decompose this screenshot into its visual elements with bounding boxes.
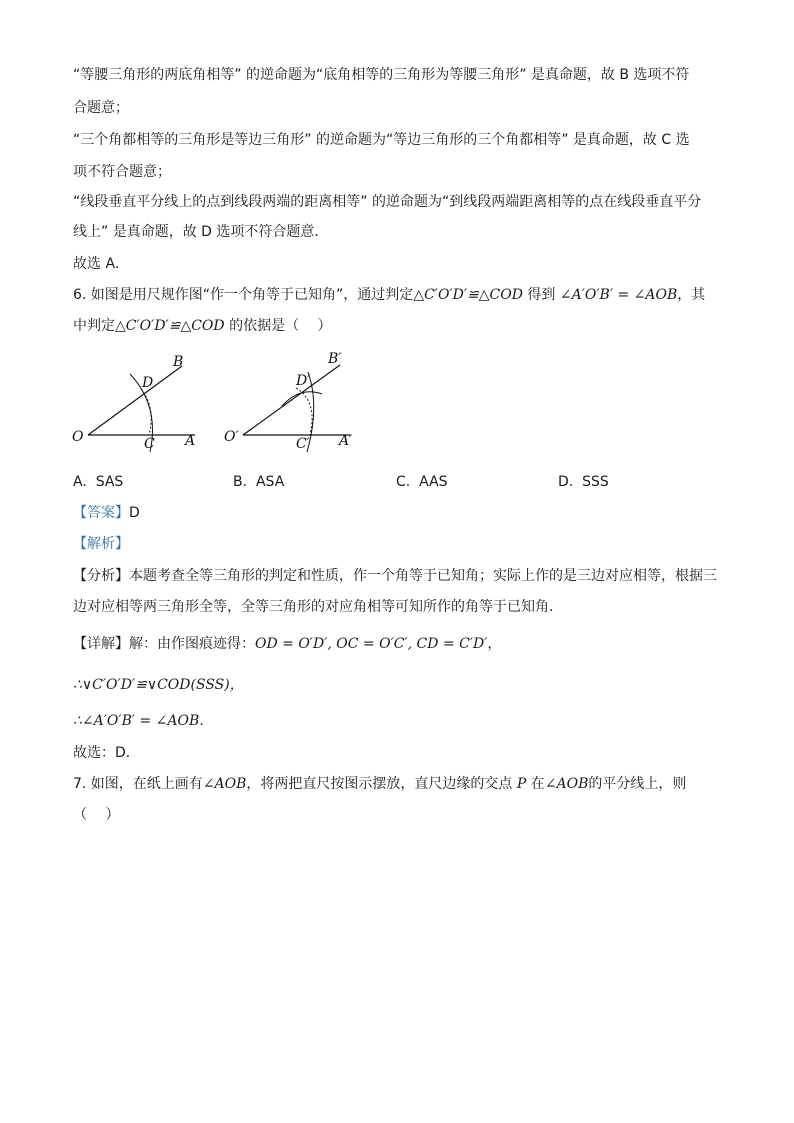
text-run: ，	[487, 636, 502, 652]
math-expression: ∠AOB	[202, 776, 247, 792]
text-run: 的平分线上，则	[588, 776, 687, 792]
option-label: B.	[233, 474, 248, 490]
text-run: 中判定	[73, 318, 115, 334]
fenxi-line-2: 边对应相等两三角形全等，全等三角形的对应角相等可知所作的角等于已知角．	[73, 599, 563, 615]
choice-conclusion: 故选：D．	[73, 745, 140, 761]
text-run: 的依据是（ ）	[224, 318, 332, 334]
math-expression: ∠AOB	[544, 776, 589, 792]
option-value: SSS	[582, 474, 609, 490]
label-B-prime: B′	[328, 351, 342, 367]
text-run: 7. 如图，在纸上画有	[73, 776, 203, 792]
option-label: A.	[73, 474, 87, 490]
paragraph-line: “三个角都相等的三角形是等边三角形” 的逆命题为“等边三角形的三个角都相等” 是真命题，故 C 选	[73, 132, 690, 148]
answer-value: D	[129, 505, 140, 521]
option-b	[233, 472, 284, 492]
answer-line	[73, 503, 733, 523]
text-run: 得到	[522, 287, 560, 303]
question-6-line-2	[73, 316, 733, 336]
label-A-prime: A′	[339, 433, 353, 449]
paragraph-line: 合题意；	[73, 100, 129, 116]
label-B: B	[173, 354, 184, 370]
answer-tag: 【答案】	[73, 505, 129, 521]
original-angle-figure	[72, 354, 195, 452]
label-D: D	[142, 375, 154, 391]
label-C-prime: C′	[296, 436, 310, 452]
question-7-line-2: （ ）	[73, 807, 120, 823]
math-expression: P	[516, 776, 527, 792]
option-value: SAS	[95, 474, 124, 490]
label-C: C	[144, 436, 155, 452]
math-expression: OD = O′D′, OC = O′C′, CD = C′D′	[255, 636, 488, 652]
option-c	[396, 472, 448, 492]
paragraph-line: 线上” 是真命题，故 D 选项不符合题意．	[73, 224, 329, 240]
option-label: C.	[396, 474, 411, 490]
paragraph-line: “线段垂直平分线上的点到线段两端的距离相等” 的逆命题为“到线段两端距离相等的点在线段垂直平分	[73, 194, 702, 210]
label-O: O	[72, 429, 84, 445]
proof-step-2: ∴∠A′O′B′ = ∠AOB．	[73, 713, 214, 729]
analysis-heading	[73, 534, 733, 554]
text-run: ，将两把直尺按图示摆放，直尺边缘的交点	[246, 776, 517, 792]
analysis-tag: 【解析】	[73, 536, 129, 552]
fenxi-line-1	[73, 566, 733, 586]
label-A: A	[185, 433, 196, 449]
xiangjie-line	[73, 634, 733, 654]
label-D-prime: D′	[296, 373, 311, 389]
fenxi-tag: 【分析】	[73, 568, 129, 584]
paragraph-line: 故选 A．	[73, 256, 130, 272]
math-expression: ∠A′O′B′ = ∠AOB	[559, 287, 678, 303]
paragraph-line: “等腰三角形的两底角相等” 的逆命题为“底角相等的三角形为等腰三角形” 是真命题，故 B 选项不符	[73, 67, 690, 83]
constructed-angle-figure	[224, 351, 353, 452]
option-d	[558, 472, 609, 492]
question-6-line-1	[73, 285, 733, 305]
text-run: 解：由作图痕迹得：	[129, 636, 255, 652]
math-expression: △C′O′D′≌△COD	[115, 318, 225, 334]
text-run: 6. 如图是用尺规作图“作一个角等于已知角”，通过判定	[73, 287, 414, 303]
math-expression: △C′O′D′≌△COD	[413, 287, 523, 303]
proof-step-1: ∴∨C′O′D′≌∨COD(SSS)，	[73, 677, 244, 693]
label-O-prime: O′	[224, 429, 239, 445]
angle-construction-figure	[60, 346, 370, 461]
option-a	[73, 472, 123, 492]
paragraph-line: 项不符合题意；	[73, 164, 171, 180]
option-label: D.	[558, 474, 574, 490]
option-value: AAS	[419, 474, 448, 490]
text-run: ，其	[677, 287, 706, 303]
question-7-line-1	[73, 774, 733, 794]
text-run: 在	[526, 776, 545, 792]
xiangjie-tag: 【详解】	[73, 636, 129, 652]
option-value: ASA	[255, 474, 285, 490]
text-run: 本题考查全等三角形的判定和性质，作一个角等于已知角；实际上作的是三边对应相等，根据三	[129, 568, 717, 584]
